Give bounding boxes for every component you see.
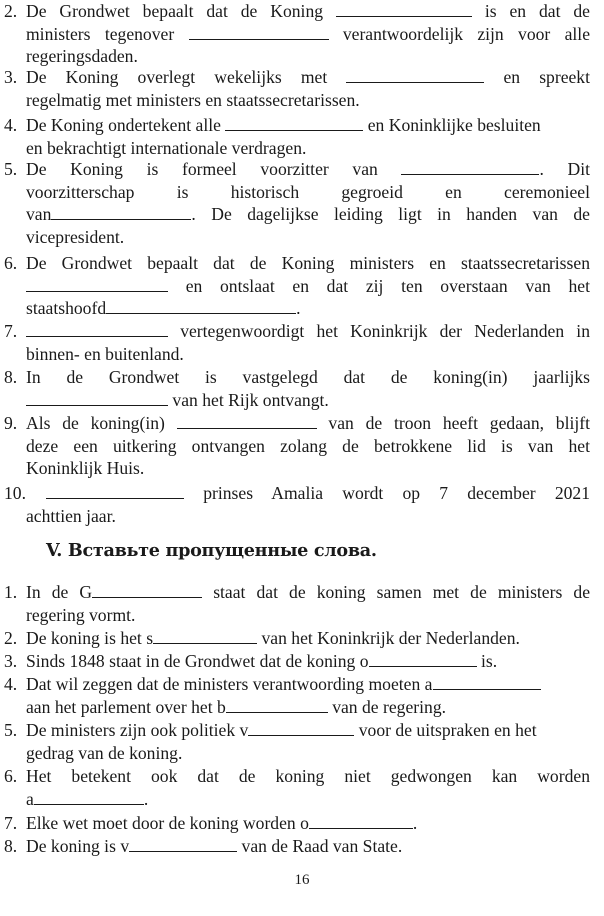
- item-text: vicepresident.: [26, 226, 125, 247]
- fill-blank[interactable]: [129, 836, 237, 852]
- exercise-item-9: [4, 412, 590, 480]
- fill-blank[interactable]: [153, 628, 257, 644]
- item-text: ministers tegenover: [26, 23, 175, 44]
- item-number: 8.: [4, 836, 18, 856]
- item-number: 3.: [4, 67, 18, 87]
- item-text: Dat wil zeggen dat de ministers verantwoording moeten a: [26, 674, 433, 694]
- item-text: De koning is v: [26, 836, 130, 856]
- fill-blank[interactable]: [336, 1, 472, 17]
- item-text: binnen- en buitenland.: [26, 343, 184, 364]
- fill-blank[interactable]: [106, 298, 296, 314]
- item-text: Sinds 1848 staat in de Grondwet dat de koning o: [26, 651, 369, 671]
- item-text: regeringsdaden.: [26, 46, 138, 67]
- fill-blank[interactable]: [46, 483, 184, 499]
- item-text: De koning is het s: [26, 628, 154, 648]
- item-text: In de Grondwet is vastgelegd dat de koning(in) jaarlijks: [26, 367, 590, 387]
- item-text: en spreekt: [503, 67, 590, 87]
- item-text: achttien jaar.: [26, 505, 116, 526]
- item-text: van: [26, 204, 52, 225]
- exercise-item-v5: [4, 719, 590, 764]
- item-number: 2.: [4, 628, 18, 648]
- exercise-item-3: [4, 66, 590, 111]
- item-text: De ministers zijn ook politiek v: [26, 720, 249, 740]
- item-text: .: [143, 788, 149, 809]
- item-text: Als de koning(in): [26, 413, 165, 433]
- item-text: De Grondwet bepaalt dat de Koning ministers en staatssecretarissen: [26, 253, 590, 273]
- exercise-item-6: [4, 252, 590, 320]
- item-text: aan het parlement over het b: [26, 696, 226, 717]
- item-number: 1.: [4, 582, 18, 602]
- item-text: De Koning overlegt wekelijks met: [26, 67, 328, 87]
- fill-blank[interactable]: [226, 697, 328, 713]
- item-text: .: [296, 298, 301, 319]
- fill-blank[interactable]: [92, 582, 202, 598]
- fill-blank[interactable]: [369, 651, 477, 667]
- item-text: deze een uitkering ontvangen zolang de betrokkene lid is van het: [26, 435, 590, 456]
- exercise-item-v3: [4, 650, 590, 673]
- exercise-item-2: [4, 0, 590, 68]
- fill-blank[interactable]: [26, 276, 168, 292]
- item-text: en bekrachtigt internationale verdragen.: [26, 137, 307, 158]
- fill-blank[interactable]: [433, 674, 541, 690]
- fill-blank[interactable]: [225, 115, 363, 131]
- item-text: staat dat de koning samen met de ministers de: [213, 582, 590, 602]
- exercise-item-v1: [4, 581, 590, 626]
- item-number: 4.: [4, 115, 18, 135]
- item-text: van het Koninkrijk der Nederlanden.: [261, 628, 520, 648]
- item-number: 6.: [4, 766, 18, 786]
- exercise-item-8: [4, 366, 590, 411]
- item-number: 5.: [4, 720, 18, 740]
- exercise-item-7: [4, 320, 590, 365]
- item-number: 6.: [4, 253, 18, 273]
- exercise-item-v8: [4, 835, 590, 858]
- fill-blank[interactable]: [51, 204, 191, 220]
- item-text: en Koninklijke besluiten: [367, 115, 541, 135]
- item-text: van de regering.: [332, 696, 447, 717]
- item-number: 7.: [4, 813, 18, 833]
- item-text: gedrag van de koning.: [26, 742, 183, 763]
- item-text: voor de uitspraken en het: [358, 720, 537, 740]
- exercise-item-5: [4, 158, 590, 248]
- item-number: 8.: [4, 367, 18, 387]
- fill-blank[interactable]: [189, 24, 329, 40]
- item-text: voorzitterschap is historisch gegroeid en ceremonieel: [26, 181, 590, 202]
- item-text: a: [26, 788, 34, 809]
- page-number: 16: [294, 872, 310, 888]
- item-number: 7.: [4, 321, 18, 341]
- fill-blank[interactable]: [309, 813, 413, 829]
- item-text: van de Raad van State.: [241, 836, 403, 856]
- exercise-item-v4: [4, 673, 590, 718]
- item-text: is en dat de: [484, 1, 590, 21]
- item-number: 2.: [4, 1, 18, 21]
- item-text: prinses Amalia wordt op 7 december 2021: [203, 483, 591, 503]
- item-number: 9.: [4, 413, 18, 433]
- item-number: 10.: [4, 483, 26, 503]
- exercise-item-v2: [4, 627, 590, 650]
- item-number: 4.: [4, 674, 18, 694]
- item-text: . De dagelijkse leiding ligt in handen van de: [191, 204, 590, 225]
- fill-blank[interactable]: [248, 720, 354, 736]
- section-heading: V. Вставьте пропущенные слова.: [46, 540, 377, 561]
- item-text: van de troon heeft gedaan, blijft: [328, 413, 590, 433]
- fill-blank[interactable]: [26, 321, 168, 337]
- fill-blank[interactable]: [401, 159, 539, 175]
- fill-blank[interactable]: [34, 789, 144, 805]
- exercise-item-v7: [4, 812, 590, 835]
- item-text: Elke wet moet door de koning worden o: [26, 813, 309, 833]
- item-text: van het Rijk ontvangt.: [172, 389, 329, 410]
- item-text: staatshoofd: [26, 298, 107, 319]
- item-text: regering vormt.: [26, 604, 136, 625]
- fill-blank[interactable]: [177, 413, 317, 429]
- item-text: regelmatig met ministers en staatssecretarissen.: [26, 89, 360, 110]
- item-text: .: [412, 813, 418, 833]
- item-text: De Grondwet bepaalt dat de Koning: [26, 1, 324, 21]
- item-text: en ontslaat en dat zij ten overstaan van het: [185, 275, 590, 296]
- fill-blank[interactable]: [26, 390, 168, 406]
- item-text: . Dit: [539, 159, 590, 179]
- item-text: De Koning ondertekent alle: [26, 115, 221, 135]
- item-text: Koninklijk Huis.: [26, 458, 145, 479]
- item-number: 3.: [4, 651, 18, 671]
- item-text: verantwoordelijk zijn voor alle: [342, 23, 590, 44]
- exercise-item-v6: [4, 765, 590, 810]
- exercise-item-4: [4, 114, 590, 159]
- exercise-item-10: [4, 482, 590, 527]
- item-text: is.: [480, 651, 498, 671]
- fill-blank[interactable]: [346, 67, 484, 83]
- item-text: Het betekent ook dat de koning niet gedwongen kan worden: [26, 766, 590, 786]
- item-text: In de G: [26, 582, 93, 602]
- item-number: 5.: [4, 159, 18, 179]
- item-text: De Koning is formeel voorzitter van: [26, 159, 378, 179]
- item-text: vertegenwoordigt het Koninkrijk der Nederlanden in: [180, 321, 590, 341]
